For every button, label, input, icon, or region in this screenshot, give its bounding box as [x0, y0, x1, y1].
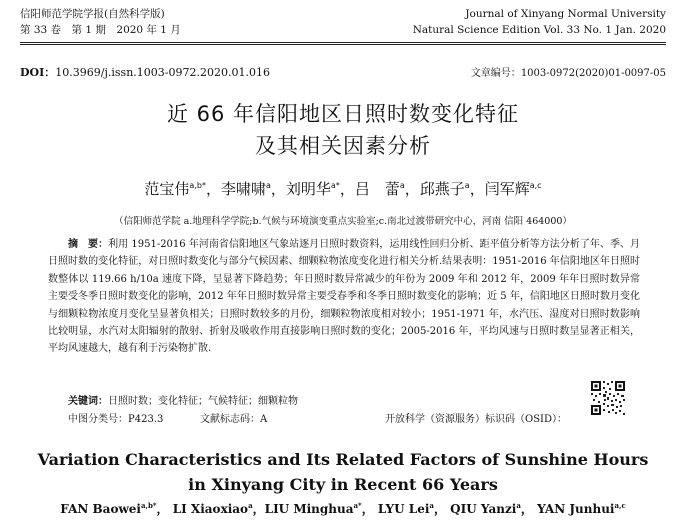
- keywords: [68, 392, 298, 407]
- header-rule-2: [20, 44, 666, 45]
- journal-name-cn: 信阳师范学院学报(自然科学版): [20, 8, 165, 20]
- article-number-label: 文章编号：: [470, 68, 521, 79]
- author-en: YAN Junhui$^{a,c}$: [537, 501, 626, 516]
- author-en: LYU Lei$^a$: [377, 501, 434, 516]
- affiliation: （信阳师范学院 a.地理科学学院;b.气候与环境演变重点实验室;c.南北过渡带研究中心，河南 信阳 464000）: [114, 216, 572, 227]
- title-en-line1: Variation Characteristics and Its Related Factors of Sunshine Hours: [37, 450, 649, 469]
- clc-label: 中图分类号：: [68, 414, 128, 425]
- osid-qr-code: [590, 380, 626, 416]
- author-en: QIU Yanzi$^a$: [450, 501, 521, 516]
- author-cn: 刘明华$^{a*}$: [285, 180, 340, 198]
- issue-info-cn: 第 33 卷 第 1 期 2020 年 1 月: [20, 24, 181, 36]
- abstract-text: 利用 1951-2016 年河南省信阳地区气象站逐月日照时数资料，运用线性回归分析、距平值分析等方法分析了年、季、月日照时数的变化特征，对日照时数变化与部分气候因素、细颗粒物浓度变化进行相关分析.结果表明：1951-2016 年信阳地区年日照时数整体以 119.66 h/10a 速度下降，呈显著下降趋势；年日照时数异常减少的年份为 2009 年和 2012 年，2009 年年日照时数异常主要受冬季日照时数变化的影响，2012 年年日照时数异常主要受春季和冬季日照时数变化的影响；近 5 年，信阳地区日照时数月变化与细颗粒物浓度月变化呈显著负相关；日照时数较多的月份，细颗粒物浓度相对较小；1951-1971 年，水汽压、湿度对日照时数影响比较明显，水汽对太阳辐射的散射、折射及吸收作用直接影响日照时数的变化；2005-2016 年，平均风速与日照时数呈显著正相关，平均风速越大，越有利于污染物扩散.: [48, 239, 640, 355]
- document-code: [200, 410, 267, 425]
- osid-label: 开放科学（资源服务）标识码（OSID）：: [385, 414, 568, 425]
- author-en: FAN Baowei$^{a,b*}$: [60, 501, 157, 516]
- authors-cn: 范宝伟$^{a,b*}$，李啸啸$^a$，刘明华$^{a*}$，吕 蕾$^a$，邱燕子$^a$，闫军辉$^{a,c}$: [144, 180, 542, 198]
- doi-value: 10.3969/j.issn.1003-0972.2020.01.016: [55, 66, 270, 79]
- abstract-label: 摘 要：: [68, 239, 109, 250]
- doi-label: DOI：: [20, 66, 56, 79]
- authors-en: FAN Baowei$^{a,b*}$， LI Xiaoxiao$^a$，LIU Minghua$^{a*}$， LYU Lei$^a$， QIU Yanzi$^a$， YAN Junhui$^{a,c}$: [60, 501, 626, 516]
- doi: [20, 64, 270, 80]
- title-cn-line1: 近 66 年信阳地区日照时数变化特征: [166, 102, 520, 126]
- clc-number: [68, 410, 163, 425]
- author-cn: 邱燕子$^a$: [419, 180, 470, 198]
- author-cn: 范宝伟$^{a,b*}$: [144, 180, 206, 198]
- issue-info-en: Natural Science Edition Vol. 33 No. 1 Jan. 2020: [412, 24, 666, 36]
- keywords-text: 日照时数；变化特征；气候特征；细颗粒物: [108, 396, 298, 407]
- article-number-value: 1003-0972(2020)01-0097-05: [520, 68, 666, 79]
- header-rule: [20, 42, 666, 43]
- journal-name-en: Journal of Xinyang Normal University: [465, 8, 666, 20]
- author-cn: 闫军辉$^{a,c}$: [484, 180, 542, 198]
- article-number: [471, 64, 666, 79]
- author-en: LIU Minghua$^{a*}$: [264, 501, 362, 516]
- author-cn: 李啸啸$^a$: [220, 180, 271, 198]
- document-code-value: A: [260, 414, 268, 425]
- title-en-line2: in Xinyang City in Recent 66 Years: [188, 475, 498, 494]
- keywords-label: 关键词：: [68, 396, 108, 407]
- document-code-label: 文献标志码：: [200, 414, 260, 425]
- author-en: LI Xiaoxiao$^a$: [172, 501, 253, 516]
- author-cn: 吕 蕾$^a$: [354, 180, 405, 198]
- clc-value: P423.3: [128, 414, 164, 425]
- title-cn-line2: 及其相关因素分析: [255, 134, 431, 158]
- abstract: [48, 236, 640, 358]
